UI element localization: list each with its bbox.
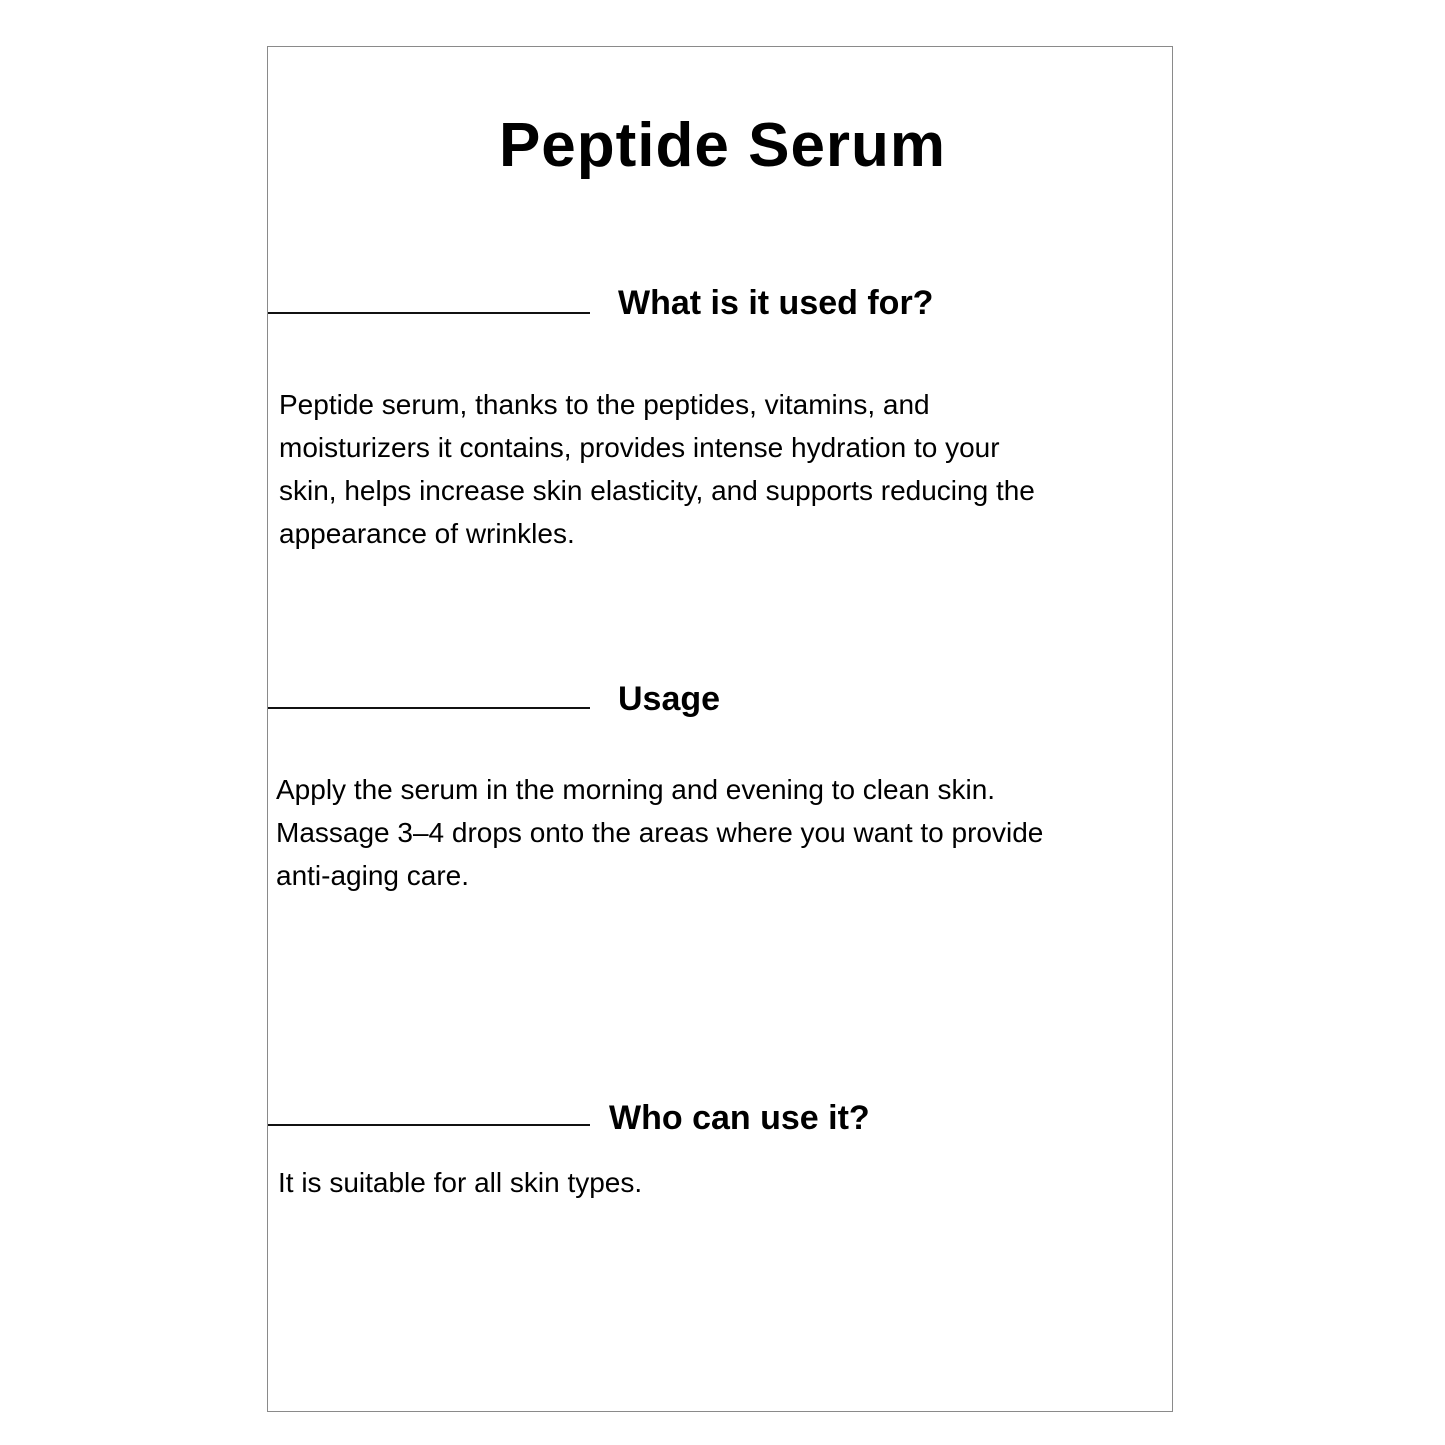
text-line: appearance of wrinkles.: [279, 518, 575, 549]
section-divider: [268, 707, 590, 709]
text-line: anti-aging care.: [276, 860, 470, 891]
section-body-who: [278, 1161, 642, 1204]
section-heading-who: Who can use it?: [609, 1099, 870, 1137]
section-body-usage: [276, 768, 1043, 897]
section-divider: [268, 312, 590, 314]
text-line: Apply the serum in the morning and evening to clean skin.: [276, 774, 996, 805]
text-line: Peptide serum, thanks to the peptides, vitamins, and: [279, 389, 930, 420]
text-line: Massage 3–4 drops onto the areas where you want to provide: [276, 817, 1044, 848]
section-divider: [268, 1124, 590, 1126]
text-line: moisturizers it contains, provides intense hydration to your: [279, 432, 1000, 463]
text-line: skin, helps increase skin elasticity, and supports reducing the: [279, 475, 1035, 506]
section-body-uses: [279, 383, 1035, 555]
page-title: Peptide Serum: [498, 111, 947, 180]
section-heading-uses: What is it used for?: [618, 284, 934, 322]
product-info-card: [267, 46, 1173, 1412]
section-heading-usage: Usage: [618, 680, 721, 718]
text-line: It is suitable for all skin types.: [278, 1167, 643, 1198]
